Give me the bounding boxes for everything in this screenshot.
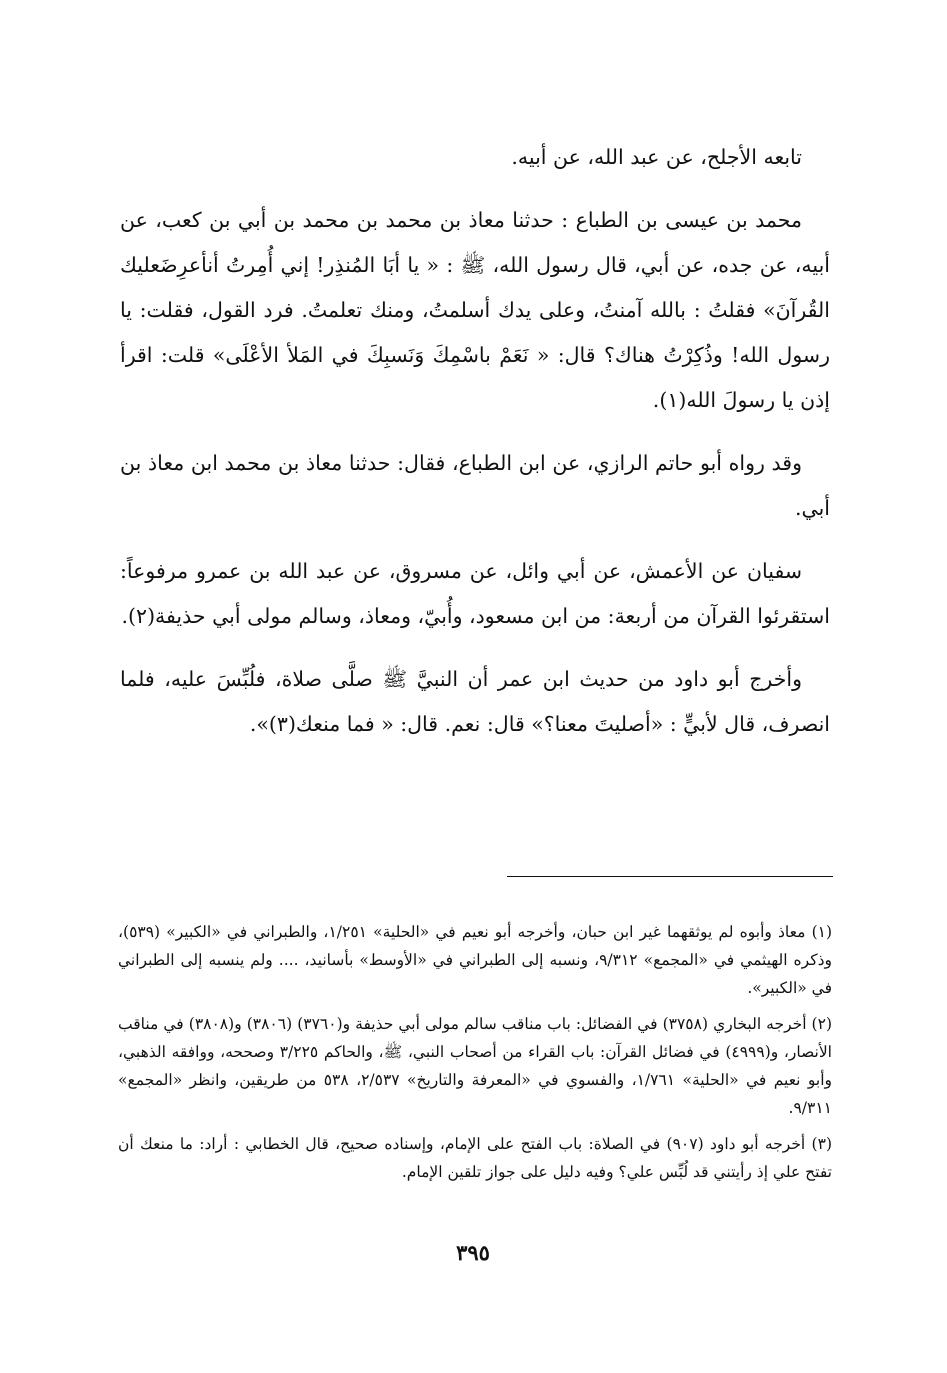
footnotes bbox=[118, 918, 832, 1194]
paragraph-2: محمد بن عيسى بن الطباع : حدثنا معاذ بن محمد بن محمد بن أبي بن كعب، عن أبيه، عن جده، عن أبي، قال رسول الله، ﷺ : « يا أبَا المُنذِر! إني أُمِرتُ أنأعرِضَعليك القُرآنَ» فقلتُ : بالله آمنتُ، وعلى يدك أسلمتُ، ومنك تعلمتُ. فرد القول، فقلت: يا رسول الله! وذُكِرْتُ هناك؟ قال: « نَعَمْ باسْمِكَ وَنَسبِكَ في المَلأ الأعْلَى» قلت: اقرأ إذن يا رسولَ الله(١). bbox=[120, 208, 830, 412]
footnote-1: (١) معاذ وأبوه لم يوثقهما غير ابن حبان، وأخرجه أبو نعيم في «الحلية» ١/٢٥١، والطبراني في «الكبير» (٥٣٩)، وذكره الهيثمي في «المجمع» ٩/٣١٢، ونسبه إلى الطبراني في «الأوسط» بأسانيد، .... ولم ينسبه إلى الطبراني في «الكبير». bbox=[118, 923, 833, 997]
paragraph-1: تابعه الأجلح، عن عبد الله، عن أبيه. bbox=[511, 145, 802, 169]
footnote-3: (٣) أخرجه أبو داود (٩٠٧) في الصلاة: باب الفتح على الإمام، وإسناده صحيح، قال الخطابي : أراد: ما منعك أن تفتح علي إذ رأيتني قد لُبِّس علي؟ وفيه دليل على جواز تلقين الإمام. bbox=[118, 1135, 832, 1181]
footnote-2: (٢) أخرجه البخاري (٣٧٥٨) في الفضائل: باب مناقب سالم مولى أبي حذيفة و(٣٧٦٠) (٣٨٠٦) و(٣٨٠٨) في مناقب الأنصار، و(٤٩٩٩) في فضائل القرآن: باب القراء من أصحاب النبي، ﷺ، والحاكم ٣/٢٢٥ وصححه، ووافقه الذهبي، وأبو نعيم في «الحلية» ١/٧٦١، والفسوي في «المعرفة والتاريخ» ٢/٥٣٧، ٥٣٨ من طريقين، وانظر «المجمع» ٩/٣١١. bbox=[118, 1015, 832, 1117]
page-number: ٣٩٥ bbox=[456, 1240, 490, 1265]
footnote-separator bbox=[507, 876, 833, 877]
paragraph-4: سفيان عن الأعمش، عن أبي وائل، عن مسروق، عن عبد الله بن عمرو مرفوعاً: استقرئوا القرآن من أربعة: من ابن مسعود، وأُبيّ، ومعاذ، وسالم مولى أبي حذيفة(٢). bbox=[120, 559, 830, 628]
main-text bbox=[120, 135, 830, 765]
paragraph-5: وأخرج أبو داود من حديث ابن عمر أن النبيَّ ﷺ صلَّى صلاة، فلُبِّسَ عليه، فلما انصرف، قال لأبيٍّ : «أصليتَ معنا؟» قال: نعم. قال: « فما منعك(٣)». bbox=[120, 667, 830, 736]
paragraph-3: وقد رواه أبو حاتم الرازي، عن ابن الطباع، فقال: حدثنا معاذ بن محمد ابن معاذ بن أبي. bbox=[120, 451, 830, 520]
